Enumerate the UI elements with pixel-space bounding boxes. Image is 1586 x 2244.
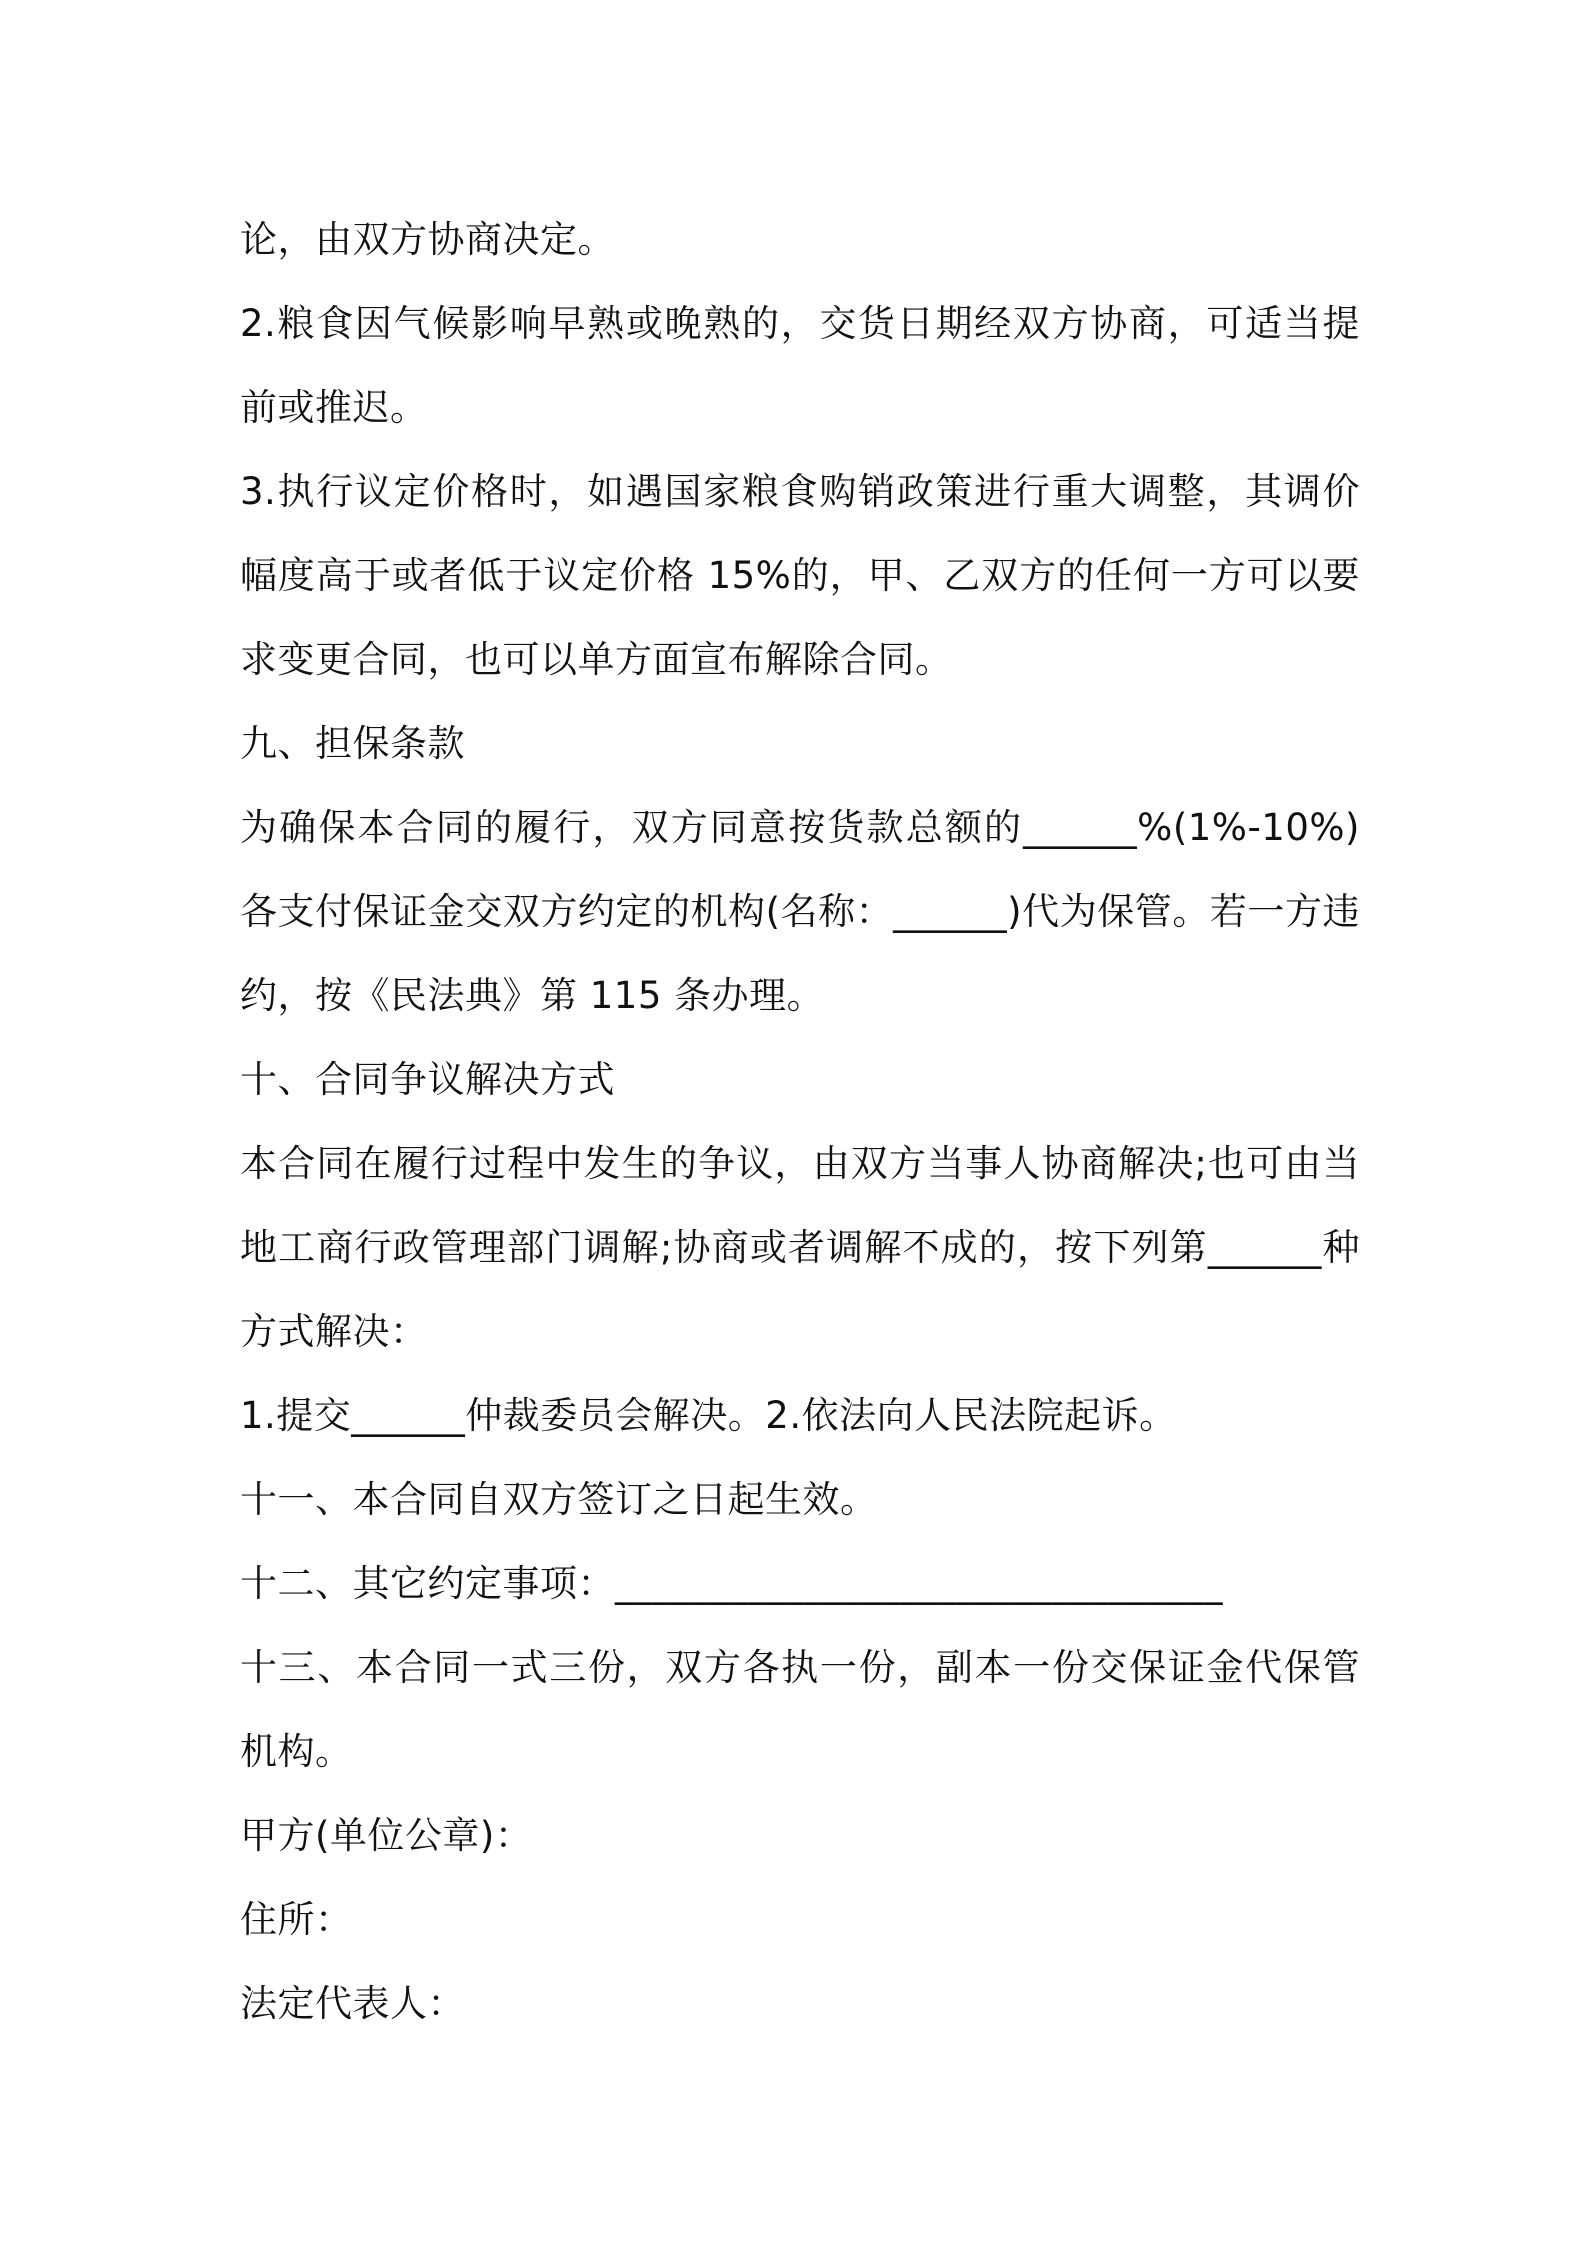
section-copies: 十三、本合同一式三份，双方各执一份，副本一份交保证金代保管机构。	[240, 1646, 1360, 1773]
address-label: 住所：	[240, 1898, 353, 1941]
paragraph-delivery-date: 2.粮食因气候影响早熟或晚熟的，交货日期经双方协商，可适当提前或推迟。	[240, 302, 1360, 429]
paragraph-negotiation-end: 论，由双方协商决定。	[240, 218, 615, 261]
paragraph-dispute-options: 1.提交______仲裁委员会解决。2.依法向人民法院起诉。	[240, 1394, 1177, 1437]
document-body	[240, 198, 1360, 2046]
paragraph-price-adjustment: 3.执行议定价格时，如遇国家粮食购销政策进行重大调整，其调价幅度高于或者低于议定价格 15%的，甲、乙双方的任何一方可以要求变更合同，也可以单方面宣布解除合同。	[240, 470, 1360, 681]
section-effective: 十一、本合同自双方签订之日起生效。	[240, 1478, 878, 1521]
section-other-terms: 十二、其它约定事项：________________________________	[240, 1562, 1223, 1605]
section-heading-guarantee: 九、担保条款	[240, 722, 465, 765]
section-heading-dispute: 十、合同争议解决方式	[240, 1058, 615, 1101]
party-a-seal-label: 甲方(单位公章)：	[240, 1814, 533, 1857]
paragraph-guarantee-terms: 为确保本合同的履行，双方同意按货款总额的______%(1%-10%)各支付保证金交双方约定的机构(名称：______)代为保管。若一方违约，按《民法典》第 115 条办理。	[240, 806, 1360, 1017]
legal-representative-label: 法定代表人：	[240, 1982, 465, 2025]
paragraph-dispute-terms: 本合同在履行过程中发生的争议，由双方当事人协商解决;也可由当地工商行政管理部门调解;协商或者调解不成的，按下列第______种方式解决：	[240, 1142, 1360, 1353]
